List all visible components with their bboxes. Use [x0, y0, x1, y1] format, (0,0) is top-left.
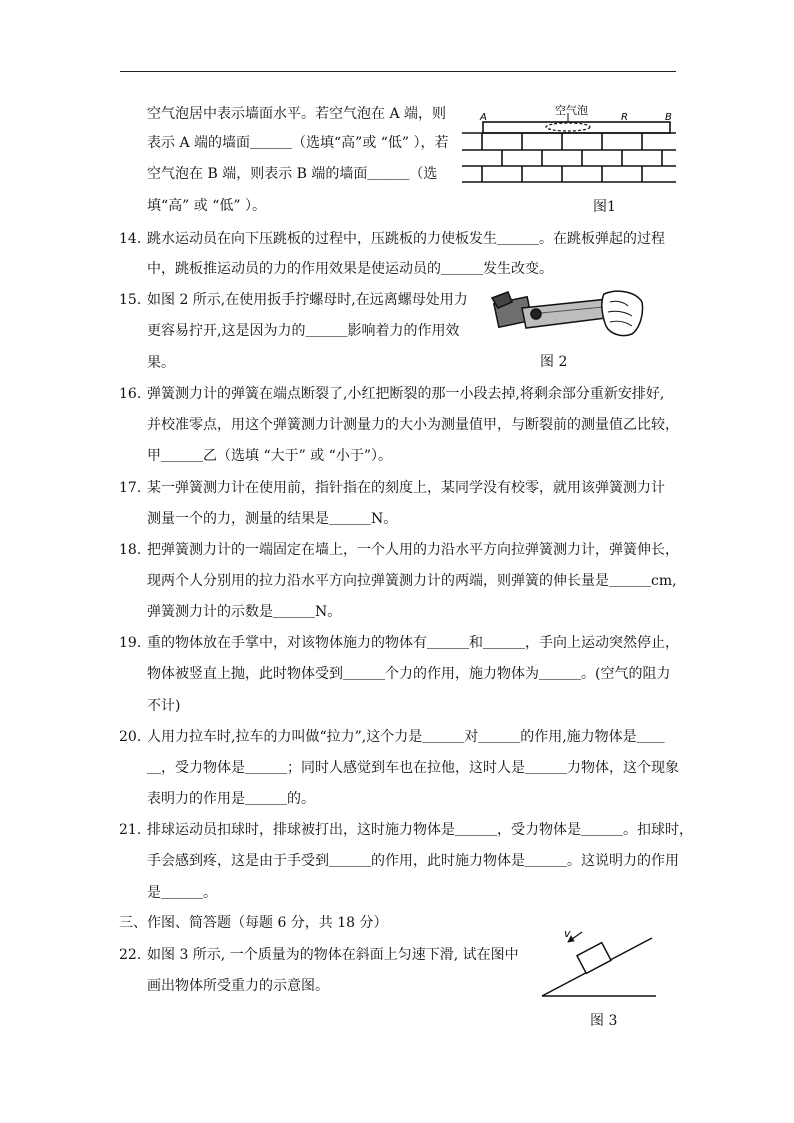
q22-line-2: 画出物体所受重力的示意图。	[147, 978, 329, 994]
q19-number: 19.	[119, 635, 142, 651]
q21-line-3: 是＿＿＿。	[147, 885, 217, 901]
q17-line-1: 某一弹簧测力计在使用前，指针指在的刻度上，某同学没有校零，就用该弹簧测力计	[147, 480, 665, 496]
q16-line-2: 并校准零点，用这个弹簧测力计测量力的大小为测量值甲，与断裂前的测量值乙比较，	[147, 417, 679, 433]
q21-line-2: 手会感到疼，这是由于手受到＿＿＿的作用，此时施力物体是＿＿＿。这说明力的作用	[147, 853, 679, 869]
q18-number: 18.	[119, 542, 142, 558]
q18-line-2: 现两个人分别用的拉力沿水平方向拉弹簧测力计的两端，则弹簧的伸长量是＿＿＿cm,	[147, 573, 677, 589]
q19-line-3: 不计)	[147, 698, 181, 714]
section-3-title: 三、作图、简答题（每题 6 分，共 18 分）	[119, 915, 388, 931]
figure-2-wrench	[486, 288, 646, 346]
q16-line-3: 甲＿＿＿乙（选填 “大于” 或 “小于”）。	[147, 448, 392, 464]
q14-number: 14.	[119, 231, 142, 247]
fig1-label-a: A	[480, 112, 487, 123]
figure-2-caption: 图 2	[540, 354, 568, 370]
figure-3-caption: 图 3	[590, 1013, 618, 1029]
q22-number: 22.	[119, 947, 142, 963]
q13-line-2: 表示 A 端的墙面＿＿＿（选填“高”或 “低” ），若	[147, 135, 449, 151]
header-rule	[120, 71, 676, 72]
figure-1-brick-wall	[458, 104, 680, 186]
q15-line-1: 如图 2 所示,在使用扳手拧螺母时,在远离螺母处用力	[147, 292, 468, 308]
fig3-v-label: v	[564, 927, 571, 940]
q13-line-3: 空气泡在 B 端，则表示 B 端的墙面＿＿＿（选	[147, 166, 438, 182]
fig1-label-b: B	[665, 112, 672, 123]
q21-line-1: 排球运动员扣球时，排球被打出，这时施力物体是＿＿＿，受力物体是＿＿＿。扣球时，	[147, 822, 693, 838]
fig1-bubble-label: 空气泡	[555, 104, 588, 117]
q20-number: 20.	[119, 729, 142, 745]
q13-line-1: 空气泡居中表示墙面水平。若空气泡在 A 端，则	[147, 106, 447, 122]
q16-number: 16.	[119, 386, 142, 402]
q15-line-2: 更容易拧开,这是因为力的＿＿＿影响着力的作用效	[147, 323, 460, 339]
q17-number: 17.	[119, 480, 142, 496]
q19-line-1: 重的物体放在手掌中，对该物体施力的物体有＿＿＿和＿＿＿，手向上运动突然停止，	[147, 635, 679, 651]
q14-line-2: 中，跳板推运动员的力的作用效果是使运动员的＿＿＿发生改变。	[147, 261, 553, 277]
q18-line-1: 把弹簧测力计的一端固定在墙上，一个人用的力沿水平方向拉弹簧测力计，弹簧伸长，	[147, 542, 679, 558]
q15-line-3: 果。	[147, 355, 175, 371]
q19-line-2: 物体被竖直上抛，此时物体受到＿＿＿个力的作用，施力物体为＿＿＿。(空气的阻力	[147, 666, 671, 682]
q18-line-3: 弹簧测力计的示数是＿＿＿N。	[147, 604, 342, 620]
q22-line-1: 如图 3 所示, 一个质量为的物体在斜面上匀速下滑, 试在图中	[147, 947, 519, 963]
q20-line-2: ＿，受力物体是＿＿＿；同时人感觉到车也在拉他，这时人是＿＿＿力物体，这个现象	[147, 760, 679, 776]
q20-line-3: 表明力的作用是＿＿＿的。	[147, 791, 315, 807]
fig1-label-r: R	[621, 112, 628, 123]
q13-line-4: 填“高” 或 “低” ）。	[147, 198, 266, 214]
q16-line-1: 弹簧测力计的弹簧在端点断裂了,小红把断裂的那一小段去掉,将剩余部分重新安排好,	[147, 386, 665, 402]
q21-number: 21.	[119, 822, 142, 838]
q17-line-2: 测量一个的力，测量的结果是＿＿＿N。	[147, 511, 398, 527]
figure-1-caption: 图1	[593, 199, 616, 215]
q15-number: 15.	[119, 292, 142, 308]
q14-line-1: 跳水运动员在向下压跳板的过程中，压跳板的力使板发生＿＿＿。在跳板弹起的过程	[147, 231, 665, 247]
q20-line-1: 人用力拉车时,拉车的力叫做“拉力”,这个力是＿＿＿对＿＿＿的作用,施力物体是＿＿	[147, 729, 665, 745]
figure-3-incline	[536, 922, 666, 1002]
